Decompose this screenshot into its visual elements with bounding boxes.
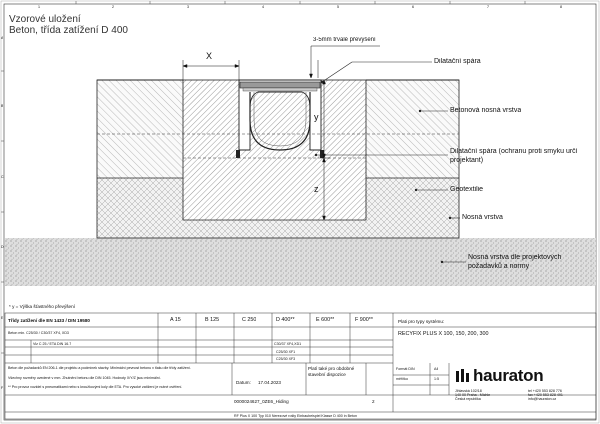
format-value: A4 (434, 367, 439, 371)
grid-label-top: 2 (112, 5, 114, 9)
concrete-row-3: C25/30 XF3 (276, 357, 296, 361)
callout-concrete-layer: Betonová nosná vrstva (450, 107, 522, 114)
dimension-y-label: y (314, 112, 319, 122)
document-number: 0000024627_0ZE6_Hiding (234, 399, 289, 404)
dimension-z-label: z (314, 184, 319, 194)
address (455, 389, 490, 402)
sheet-number: 2 (372, 399, 375, 404)
date-value: 17.04.2023 (258, 380, 281, 385)
address-line: Česká republika (455, 397, 481, 402)
channel-grating (240, 82, 320, 88)
norm-label: Třídy zatížení dle EN 1433 / DIN 19580 (8, 318, 90, 323)
annex-label: Viz C 25 / ETA DIN 16.7 (33, 342, 72, 346)
title-line-1: Vzorové uložení (9, 14, 81, 25)
callout-expansion-joint: Dilatační spára (434, 58, 481, 65)
drawing-title (9, 14, 128, 36)
overheight-label: 3-5mm trvalé převýšení (313, 37, 376, 43)
contact-email: info@hauraton.cz (528, 397, 557, 402)
grid-label-top: 6 (412, 5, 414, 9)
note-1: Beton dle požadavků EN 206-1 dle projektu a podmínek stavby. Minimální pevnost betonu v tlaku dle třídy zatížení. (8, 366, 191, 370)
scale-value: 1:5 (434, 377, 439, 381)
hauraton-logo (455, 366, 575, 386)
callout-expansion-joint-shear: Dilatační spára (ochranu proti smyku určí projektant) (450, 148, 578, 164)
load-class-d400: D 400** (276, 317, 295, 323)
note-3: ** Pro provoz vozidel s pneumatikami nebo s kroužkovými koly dle ETA. Pro vysoké zatížení je nutné ověření. (8, 385, 183, 389)
grid-label-top: 8 (560, 5, 562, 9)
grid-label-top: 5 (337, 5, 339, 9)
load-class-f900: F 900** (355, 317, 373, 323)
format-label: Formát DIN (396, 367, 415, 371)
note-2: Všechny rozměry uvedené v mm. Zhutnění betonu dle DIN 1045. Hodnoty X/Y/Z jsou minimální. (8, 376, 161, 380)
concrete-row-1: C30/37 XF4,XD1 (274, 342, 302, 346)
footnote: * y = Výška šťastného převýšení (9, 304, 75, 309)
grid-label-left: A (1, 36, 4, 40)
load-class-c250: C 250 (242, 317, 257, 323)
address-line: 140 00 Praha - Michle (455, 393, 491, 398)
grid-label-top: 1 (38, 5, 40, 9)
scale-label: měřítko (396, 377, 408, 381)
load-class-a15: A 15 (170, 317, 181, 323)
concrete-class-label: Beton min. C25/30 / C30/37 XF4, XD3 (8, 331, 69, 335)
contact (528, 389, 563, 402)
dimension-x (183, 60, 239, 80)
address-line: Jihlavská 102/18 (455, 389, 482, 393)
concrete-row-2: C25/30 XF1 (276, 350, 296, 354)
grid-label-left: F (1, 386, 4, 390)
contact-fax: fax +420 553 828 491 (528, 393, 563, 398)
callout-subbase: Nosná vrstva dle projektových požadavků a normy (468, 254, 562, 270)
grid-label-top: 3 (187, 5, 189, 9)
product-label: Plati pro typy systému: (398, 319, 445, 324)
contact-phone: tel +420 553 828 776 (528, 389, 562, 393)
load-class-b125: B 125 (205, 317, 220, 323)
description: Platí také pro obdobné stavební dispozice (308, 366, 355, 377)
load-class-e600: E 600** (316, 317, 335, 323)
logo-text: hauraton (473, 366, 544, 385)
grid-label-left: C (1, 175, 4, 179)
grid-label-left: E (1, 316, 4, 320)
grid-label-top: 7 (487, 5, 489, 9)
dimension-x-label: X (206, 51, 213, 61)
grid-label-left: D (1, 245, 4, 249)
bottom-description: RF Plus X 100 Typ 010 Nerezové rošty Einbaubeispiel Klasse D 400 in Beton (234, 414, 357, 418)
grid-label-top: 4 (262, 5, 264, 9)
grid-label-left: B (1, 104, 4, 108)
logo-mark-icon (455, 368, 471, 384)
product-name: RECYFIX PLUS X 100, 150, 200, 300 (398, 331, 489, 337)
callout-geotextile: Geotextilie (450, 186, 484, 193)
date-label: Datum: (236, 380, 251, 385)
callout-bearing-layer: Nosná vrstva (462, 214, 503, 221)
title-line-2: Beton, třída zatížení D 400 (9, 25, 128, 36)
